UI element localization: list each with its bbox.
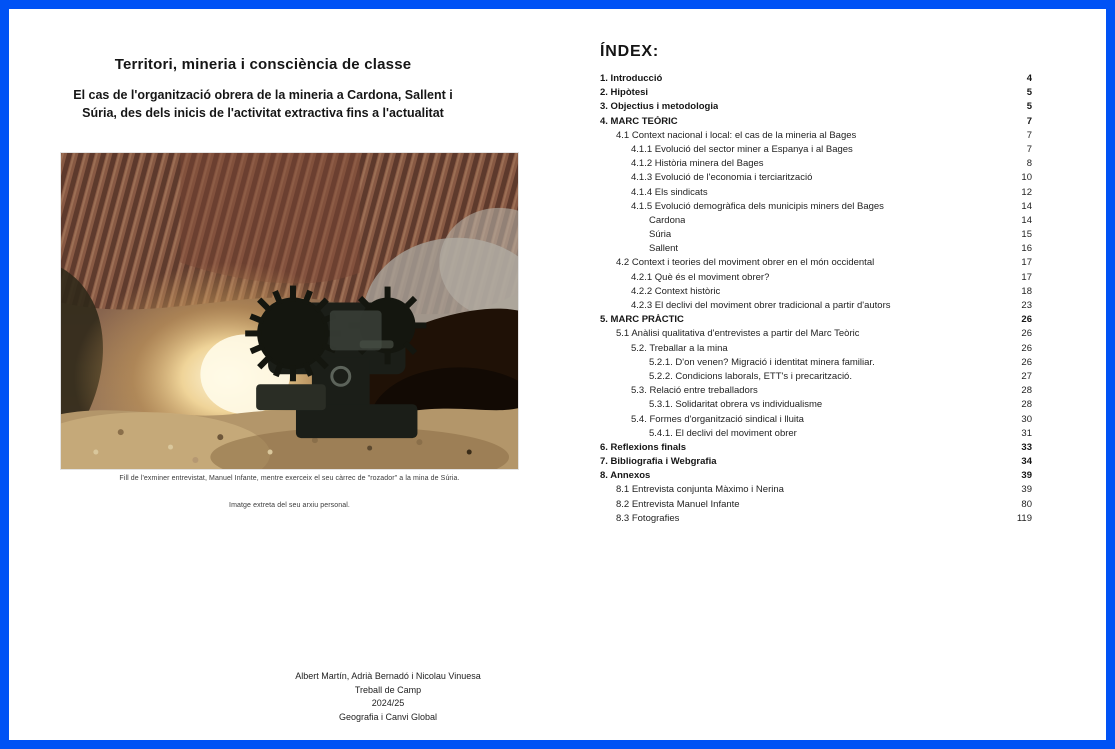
toc-entry-page: 31 (1021, 427, 1032, 439)
photo-caption-line-1: Fill de l'exminer entrevistat, Manuel Infante, mentre exerceix el seu càrrec de "rozador" a la mina de Súria. (119, 475, 460, 482)
toc-entry-page: 33 (1021, 441, 1032, 453)
photo-caption-line-2: Imatge extreta del seu arxiu personal. (229, 502, 350, 509)
toc-entry-page: 8 (1026, 158, 1032, 170)
toc-entry-label: 8.2 Entrevista Manuel Infante (616, 498, 740, 510)
toc-entry-page: 26 (1021, 356, 1032, 368)
toc-entry (600, 428, 1032, 442)
toc-entry (600, 187, 1032, 201)
toc-entry-label: 8.1 Entrevista conjunta Màximo i Nerina (616, 484, 784, 496)
toc-entry-page: 80 (1021, 498, 1032, 510)
toc-entry-page: 30 (1021, 413, 1032, 425)
toc-entry-label: 4.2.2 Context històric (631, 285, 721, 297)
toc-entry (600, 201, 1032, 215)
toc-entry (600, 87, 1032, 101)
toc-entry-page: 34 (1021, 456, 1032, 468)
toc-entry-page: 14 (1021, 200, 1032, 212)
toc-entry-page: 14 (1021, 214, 1032, 226)
credit-year: 2024/25 (371, 698, 405, 708)
toc-entry (600, 229, 1032, 243)
toc-entry-page: 15 (1021, 229, 1032, 241)
toc-entry-page: 16 (1021, 243, 1032, 255)
toc-entry-page: 4 (1026, 73, 1032, 84)
toc-entry (600, 399, 1032, 413)
toc-entry (600, 499, 1032, 513)
toc-entry-label: 4.1.3 Evolució de l'economia i terciarització (631, 172, 813, 184)
toc-entry (600, 513, 1032, 527)
toc-entry-page: 7 (1026, 115, 1032, 127)
toc-entry-label: Súria (649, 229, 672, 241)
toc-entry-page: 28 (1021, 385, 1032, 397)
toc-entry (600, 343, 1032, 357)
toc-entry (600, 385, 1032, 399)
toc-entry (600, 484, 1032, 498)
toc-entry-page: 26 (1021, 314, 1032, 326)
cover-photo-mine-machine (60, 152, 519, 470)
toc-entry-page: 7 (1026, 129, 1032, 141)
credit-subject: Geografia i Canvi Global (338, 711, 438, 722)
subtitle-line-1: El cas de l'organització obrera de la mineria a Cardona, Sallent i (73, 88, 453, 102)
toc-entry-label: 5.3. Relació entre treballadors (631, 385, 758, 397)
toc-entry (600, 272, 1032, 286)
toc-entry-label: 5.2.1. D'on venen? Migració i identitat minera familiar. (649, 356, 875, 368)
page-subtitle (30, 86, 496, 122)
toc-entry (600, 144, 1032, 158)
toc-entry (600, 158, 1032, 172)
toc-entry-label: 4.2.1 Què és el moviment obrer? (631, 271, 770, 283)
toc-entry (600, 101, 1032, 115)
toc-entry (600, 357, 1032, 371)
toc-entry (600, 414, 1032, 428)
toc-entry-page: 28 (1021, 399, 1032, 411)
toc-entry-page: 7 (1026, 143, 1032, 155)
toc-entry-label: 3. Objectius i metodologia (600, 101, 719, 113)
toc-entry-label: 5. MARC PRÀCTIC (600, 314, 684, 326)
toc-entry-page: 5 (1026, 101, 1032, 113)
toc-entry-label: 4.1.2 Història minera del Bages (631, 158, 764, 170)
toc-entry-label: 4.1.1 Evolució del sector miner a Espanya i al Bages (631, 143, 853, 155)
toc-entry (600, 130, 1032, 144)
toc-entry (600, 456, 1032, 470)
toc-entry-label: 4.1.5 Evolució demogràfica dels municipis miners del Bages (631, 200, 884, 212)
toc-entry-page: 39 (1021, 484, 1032, 496)
toc-entry-label: 5.3.1. Solidaritat obrera vs individualisme (649, 399, 823, 411)
toc-entry-page: 119 (1016, 512, 1032, 524)
toc-entry (600, 286, 1032, 300)
toc-entry-label: 7. Bibliografia i Webgrafia (600, 456, 717, 468)
toc-list (600, 73, 1032, 527)
toc-entry-page: 17 (1021, 271, 1032, 283)
toc-entry (600, 215, 1032, 229)
toc-entry-page: 26 (1021, 342, 1032, 354)
toc-entry-page: 39 (1021, 470, 1032, 482)
toc-entry-page: 23 (1021, 300, 1032, 311)
subtitle-line-2: Súria, des dels inicis de l'activitat extractiva fins a l'actualitat (82, 106, 444, 120)
toc-entry-label: 8.3 Fotografies (616, 512, 680, 524)
toc-entry-page: 26 (1021, 328, 1032, 340)
toc-entry-label: 4.1.4 Els sindicats (631, 186, 708, 198)
toc-entry-label: 2. Hipòtesi (600, 87, 649, 99)
toc-entry-label: 8. Annexos (600, 470, 651, 482)
toc-entry (600, 470, 1032, 484)
credit-work-type: Treball de Camp (354, 684, 422, 695)
toc-entry-label: 4.2.3 El declivi del moviment obrer tradicional a partir d'autors (631, 300, 891, 311)
toc-entry (600, 243, 1032, 257)
toc-entry-page: 10 (1021, 172, 1032, 184)
toc-entry-label: 4. MARC TEÒRIC (600, 115, 678, 127)
toc-entry-page: 5 (1026, 87, 1032, 99)
toc-entry (600, 116, 1032, 130)
toc-entry-page: 12 (1021, 186, 1032, 198)
toc-entry-label: 5.2.2. Condicions laborals, ETT's i precarització. (649, 370, 852, 382)
toc-entry-label: Sallent (649, 243, 679, 255)
toc-entry-label: 5.2. Treballar a la mina (631, 342, 728, 354)
toc-entry (600, 300, 1032, 314)
toc-entry-label: 4.2 Context i teories del moviment obrer en el món occidental (616, 257, 875, 269)
author-credits (170, 670, 606, 724)
toc-entry-label: Cardona (649, 214, 686, 226)
page-title: Territori, mineria i consciència de classe (114, 56, 412, 73)
toc-entry (600, 328, 1032, 342)
toc-entry (600, 442, 1032, 456)
toc-entry (600, 257, 1032, 271)
toc-entry-page: 17 (1021, 257, 1032, 269)
toc-entry-label: 5.4. Formes d'organització sindical i lluita (631, 413, 804, 425)
toc-entry (600, 73, 1032, 87)
toc-entry-label: 1. Introducció (600, 73, 663, 84)
toc-entry (600, 371, 1032, 385)
toc-entry-page: 27 (1021, 370, 1032, 382)
toc-entry (600, 172, 1032, 186)
index-heading: ÍNDEX: (600, 43, 660, 60)
toc-entry-page: 18 (1021, 285, 1032, 297)
toc-entry-label: 4.1 Context nacional i local: el cas de la mineria al Bages (616, 129, 857, 141)
toc-entry (600, 314, 1032, 328)
toc-entry-label: 5.1 Anàlisi qualitativa d'entrevistes a partir del Marc Teòric (616, 328, 860, 340)
toc-entry-label: 6. Reflexions finals (600, 441, 687, 453)
toc-entry-label: 5.4.1. El declivi del moviment obrer (649, 427, 797, 439)
credit-authors: Albert Martín, Adrià Bernadó i Nicolau Vinuesa (295, 671, 481, 681)
cover-header (30, 56, 496, 122)
